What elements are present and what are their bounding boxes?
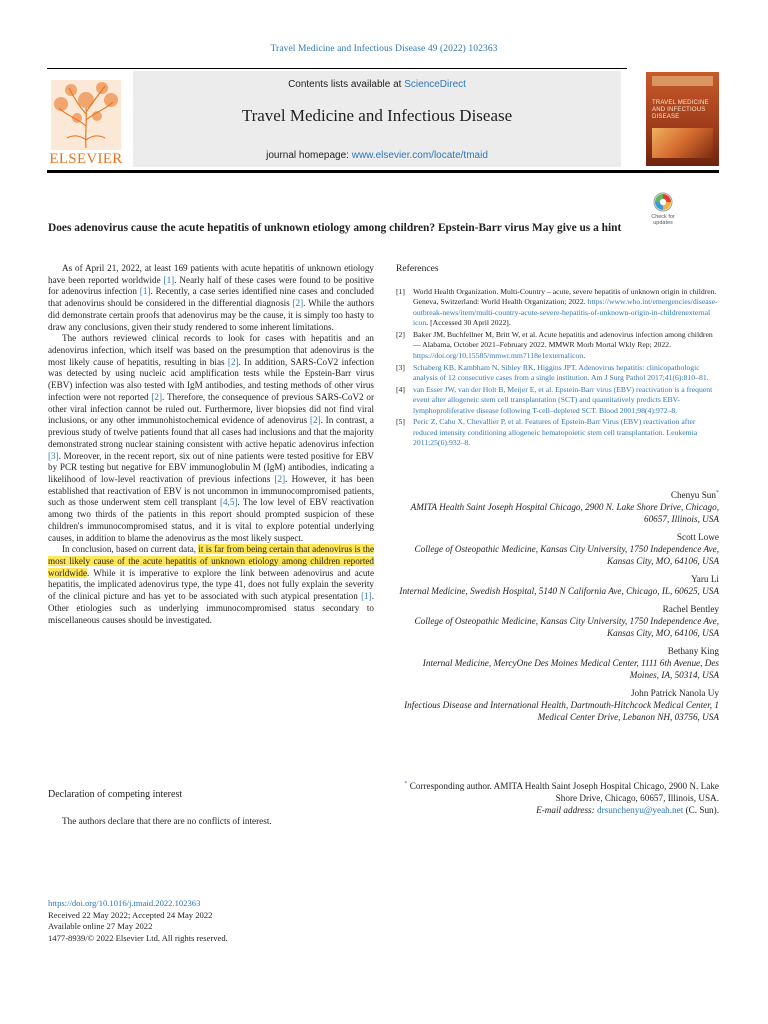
corresponding-marker: * (404, 781, 408, 787)
journal-banner (133, 71, 621, 167)
email-link[interactable]: drsunchenyu@yeah.net (596, 805, 684, 816)
citation-link[interactable]: [2] (274, 473, 286, 484)
author-name: Chenyu Sun* (670, 490, 719, 501)
citation-link[interactable]: [2] (151, 391, 163, 402)
author-entry (396, 487, 719, 525)
references-heading: References (396, 263, 439, 274)
cover-image (652, 128, 713, 158)
citation-link[interactable]: [2] (227, 356, 239, 367)
contents-available-line: Contents lists available at ScienceDirect (288, 79, 466, 90)
online-date: Available online 27 May 2022 (48, 921, 153, 932)
check-for-updates-badge[interactable] (646, 192, 680, 232)
corresponding-author-note: * Corresponding author. AMITA Health Saint Joseph Hospital Chicago, 2900 N. Lake Shore Drive, Chicago, 60657, Illinois, USA. E-mail address: drsunchenyu@yeah.net (C. Sun). (404, 781, 719, 816)
journal-citation-line[interactable]: Travel Medicine and Infectious Disease 49 (2022) 102363 (270, 44, 498, 54)
cover-title: TRAVEL MEDICINE AND INFECTIOUS DISEASE (652, 100, 709, 120)
author-entry (396, 687, 719, 723)
citation-link[interactable]: [1] (139, 286, 151, 297)
author-entry (396, 573, 719, 597)
elsevier-wordmark: ELSEVIER (49, 151, 123, 167)
author-affiliation: Internal Medicine, Swedish Hospital, 5140 N California Ave, Chicago, IL, 60625, USA (399, 586, 719, 597)
copyright-notice: 1477-8939/© 2022 Elsevier Ltd. All rights reserved. (48, 933, 228, 944)
journal-homepage-line: journal homepage: www.elsevier.com/locate/tmaid (266, 150, 488, 161)
reference-item: [4] van Esser JW, van der Holt B, Meijer E, et al. Epstein-Barr virus (EBV) reactivation is a frequent event after allogeneic stem cell transplantation (SCT) and quantitatively predicts EBV-lymphoproliferative disease following T-cell–depleted SCT. Blood 2001;98(4):972–8. (396, 384, 713, 415)
citation-link[interactable]: [2] (292, 298, 304, 309)
author-entry (396, 531, 719, 567)
author-affiliation: Infectious Disease and International Health, Dartmouth-Hitchcock Medical Center, 1 Medical Center Drive, Lebanon NH, 03756, USA (404, 700, 719, 723)
body-paragraph-2: The authors reviewed clinical records to look for cases with hepatitis and an adenovirus infection, which itself was based on the presumption that adenovirus is the most likely cause of hepatitis, resulting in bias [2]. In addition, SARS-CoV2 infection was detected by using nucleic acid amplification tests while the Epstein-Barr virus (EBV) infection was also tested with IgM antibodies, and testing methods of other virus infection were not reported [2]. Therefore, the consequence of previous SARS-CoV2 or other viral infection cannot be ruled out. Furthermore, liver biopsies did not find viral inclusions, or any other immunohistochemical evidence of adenovirus [2]. In contrast, a previous study of twelve patients found that all cases had inclusions and that the majority demonstrated strong nuclear staining consistent with active hepatic adenovirus infection [3]. Moreover, in the recent report, six out of nine patients were tested positive for EBV by PCR testing but negative for EBV immunoglobulin M (IgM) antibodies, indicating a likelihood of low-level reactivation of previous infections [2]. However, it has been established that reactivation of EBV is not uncommon in immunocompromised patients, such as those underwent stem cell transplant [4,5]. The low level of EBV reactivation among two thirds of the patients in this report should prompted suspicion of these children's immunocompromised status, and it is vital to explore potential underlying causes, in addition to blame the adenovirus as the most likely suspect. (48, 333, 375, 543)
reference-link[interactable]: https://www.who.int/emergencies/disease-outbreak-news/item/multi-country-acute-severe-hepatitis-of-unknown-origin-in-childrenexternal icon (413, 297, 718, 328)
reference-link[interactable]: Peric Z, Cahu X, Chevallier P, et al. Features of Epstein-Barr Virus (EBV) reactivation after reduced intensity conditioning allogeneic hematopoietic stem cell transplantation. Leukemia 2011;25(6):932–8. (413, 417, 698, 448)
coi-heading: Declaration of competing interest (48, 789, 183, 800)
citation-link[interactable]: [4,5] (219, 497, 238, 508)
reference-list (396, 287, 719, 450)
received-dates: Received 22 May 2022; Accepted 24 May 2022 (48, 909, 213, 920)
reference-link[interactable]: https://doi.org/10.15585/mmwr.mm7118e1externalicon (413, 350, 584, 360)
article-title: Does adenovirus cause the acute hepatitis of unknown etiology among children? Epstein-Barr virus May give us a hint (48, 222, 622, 234)
header-top-rule (47, 68, 627, 69)
author-affiliation: AMITA Health Saint Joseph Hospital Chicago, 2900 N. Lake Shore Drive, Chicago, 60657, Illinois, USA (410, 502, 719, 525)
reference-link[interactable]: Schaberg KB, Kambham N, Sibley RK, Higgins JPT. Adenovirus hepatitis: clinicopathologic analysis of 12 consecutive cases from a single institution. Am J Surg Pathol 2017;41(6):810–81. (413, 362, 709, 383)
citation-link[interactable]: [2] (309, 415, 321, 426)
article-body (48, 263, 374, 626)
journal-homepage-link[interactable]: www.elsevier.com/locate/tmaid (351, 150, 488, 161)
author-name: Rachel Bentley (662, 604, 719, 615)
article-footer (48, 898, 388, 945)
cover-masthead (652, 76, 713, 86)
reference-item: [5] Peric Z, Cahu X, Chevallier P, et al. Features of Epstein-Barr Virus (EBV) reactivation after reduced intensity conditioning allogeneic hematopoietic stem cell transplantation. Leukemia 2011;25(6):932–8. (396, 417, 698, 448)
journal-cover-thumbnail[interactable] (646, 72, 719, 166)
author-entry (396, 603, 719, 639)
journal-title: Travel Medicine and Infectious Disease (241, 106, 513, 125)
check-updates-icon (653, 192, 673, 214)
email-label: E-mail address: (536, 805, 595, 816)
body-paragraph-1: As of April 21, 2022, at least 169 patients with acute hepatitis of unknown etiology have been reported worldwide [1]. Nearly half of these cases were found to be positive for adenovirus infection [1]. Recently, a case series identified nine cases and concluded that adenovirus should be considered in the differential diagnosis [2]. While the authors did demonstrate certain proofs that adenovirus may be the cause, it is simply too hasty to draw any conclusions, given their study rendered to some inherent limitations. (48, 263, 374, 332)
header-bottom-rule (47, 170, 719, 173)
body-paragraph-3: In conclusion, based on current data, it is far from being certain that adenovirus is the most likely cause of the acute hepatitis of unknown etiology among children reported worldwide. While it is imperative to explore the link between adenovirus and acute hepatitis, the implicated adenovirus type, the type 41, does not fully explain the severity of the clinical picture and has yet to be associated with such atypical presentation [1]. Other etiologies such as underlying immunocompromised status secondary to miscellaneous causes should be investigated. (48, 544, 374, 625)
reference-item: [2] Baker JM, Buchfellner M, Britt W, et al. Acute hepatitis and adenovirus infection among children — Alabama, October 2021–February 2022. MMWR Morb Mortal Wkly Rep; 2022. https://doi.org/10.15585/mmwr.mm7118e1externalicon. (396, 330, 713, 360)
author-name: Yaru Li (691, 574, 719, 585)
check-updates-label: Check for updates (651, 214, 675, 226)
author-name: John Patrick Nanola Uy (630, 688, 719, 699)
citation-link[interactable]: [1] (163, 274, 175, 285)
doi-link[interactable]: https://doi.org/10.1016/j.tmaid.2022.102363 (48, 898, 201, 908)
highlighted-text[interactable]: it is far from being certain that adenovirus is the most likely cause of the acute hepatitis of unknown etiology among children reported worldwide (48, 544, 374, 578)
reference-item: [3] Schaberg KB, Kambham N, Sibley RK, Higgins JPT. Adenovirus hepatitis: clinicopathologic analysis of 12 consecutive cases from a single institution. Am J Surg Pathol 2017;41(6):810–81. (396, 362, 709, 383)
author-entry (396, 645, 719, 681)
author-name: Scott Lowe (676, 532, 719, 543)
author-affiliation: College of Osteopathic Medicine, Kansas City University, 1750 Independence Ave, Kansas City, MO, 64106, USA (414, 616, 719, 639)
reference-link[interactable]: van Esser JW, van der Holt B, Meijer E, et al. Epstein-Barr virus (EBV) reactivation is a frequent event after allogeneic stem cell transplantation (SCT) and quantitatively predicts EBV-lymphoproliferative disease following T-cell–depleted SCT. Blood 2001;98(4):972–8. (413, 384, 713, 415)
author-list (396, 487, 719, 729)
corresponding-marker[interactable]: * (716, 490, 719, 496)
reference-item: [1] World Health Organization. Multi-Country – acute, severe hepatitis of unknown origin in children. Geneva, Switzerland: World Health Organization; 2022. https://www.who.int/emergencies/disease-outbreak-news/item/multi-country-acute-severe-hepatitis-of-unknown-origin-in-childrenexternal icon. [Accessed 30 April 2022]. (396, 287, 718, 328)
coi-statement: The authors declare that there are no conflicts of interest. (62, 816, 272, 826)
author-name: Bethany King (667, 646, 719, 657)
citation-link[interactable]: [3] (48, 450, 59, 461)
citation-link[interactable]: [1] (361, 591, 372, 602)
journal-header (47, 65, 719, 173)
sciencedirect-link[interactable]: ScienceDirect (404, 79, 466, 90)
author-affiliation: College of Osteopathic Medicine, Kansas City University, 1750 Independence Ave, Kansas City, MO, 64106, USA (414, 544, 719, 567)
author-affiliation: Internal Medicine, MercyOne Des Moines Medical Center, 1111 6th Avenue, Des Moines, IA, 50314, USA (422, 658, 719, 681)
